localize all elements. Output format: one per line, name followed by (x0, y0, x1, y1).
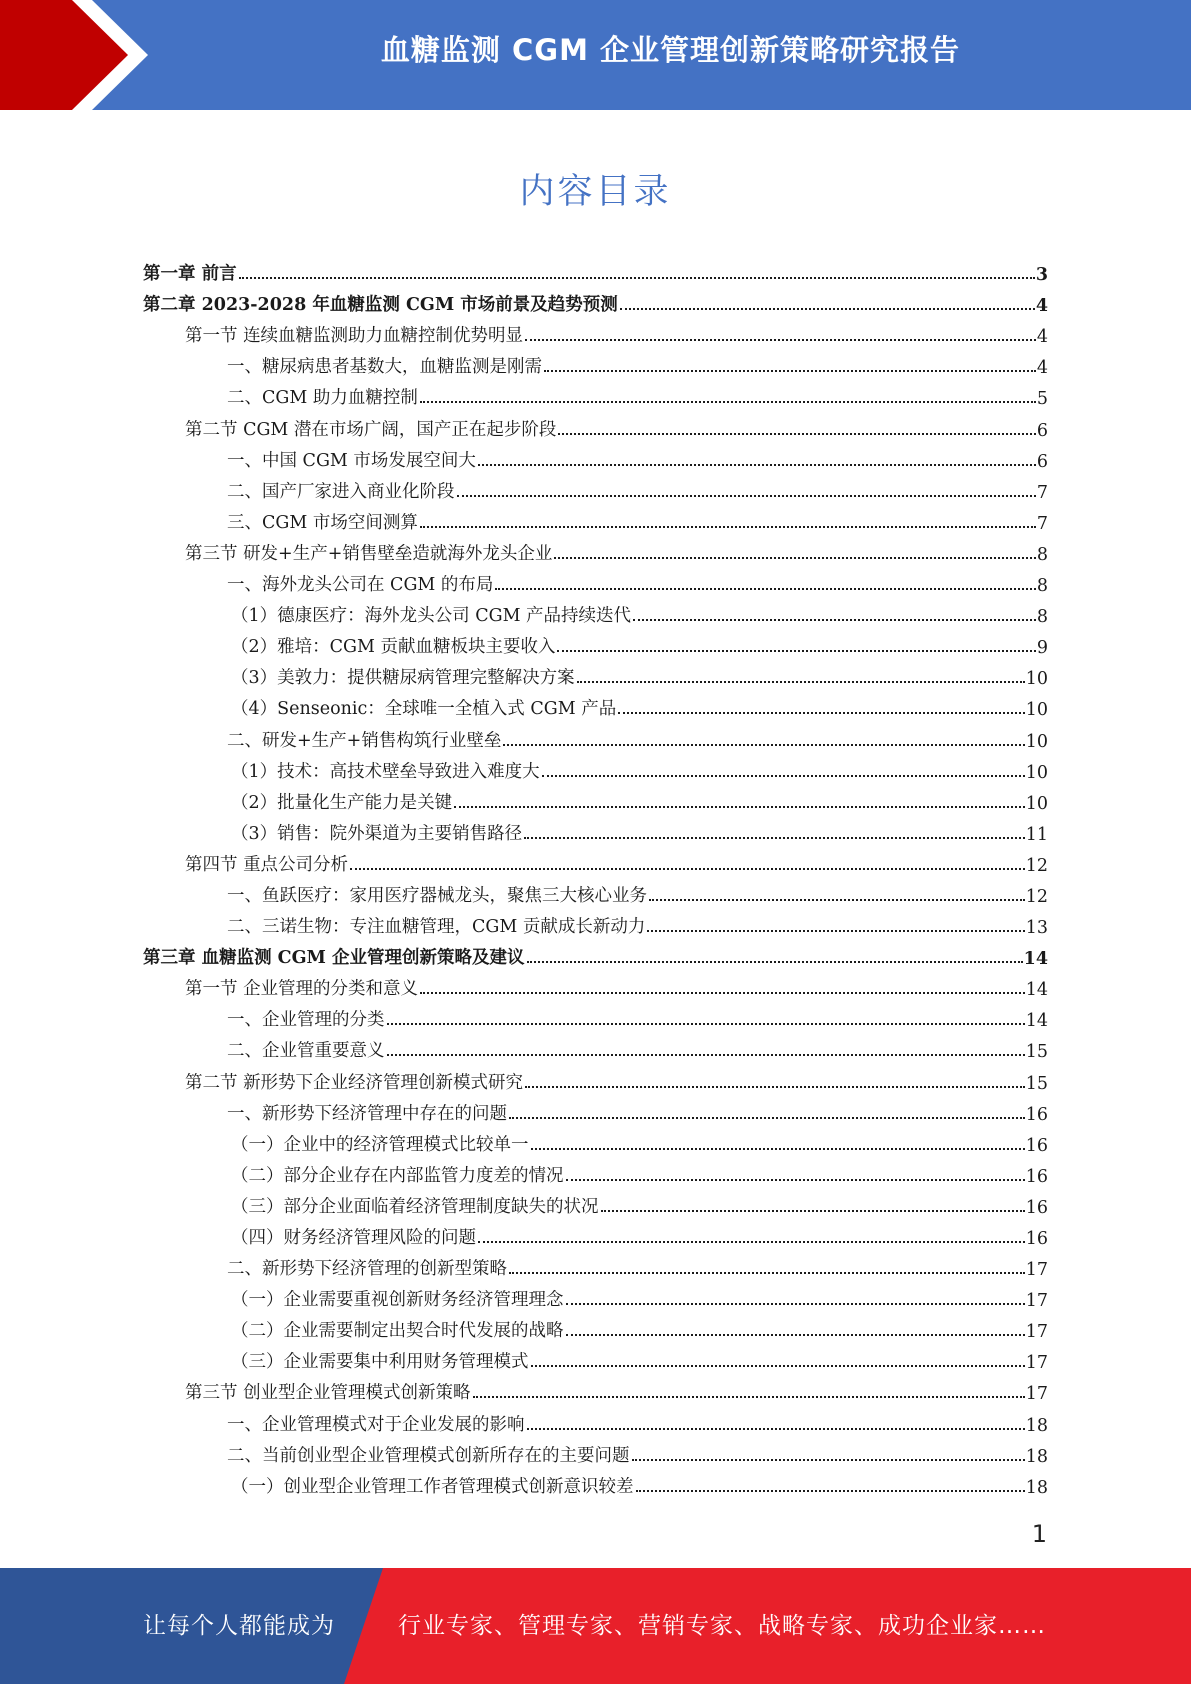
toc-dot-leader (531, 1148, 1025, 1150)
toc-entry[interactable] (143, 1156, 1048, 1187)
toc-entry-title: 第一节 连续血糖监测助力血糖控制优势明显 (185, 326, 524, 347)
toc-entry[interactable] (143, 752, 1048, 783)
toc-entry-title: （四）财务经济管理风险的问题 (231, 1228, 476, 1248)
toc-entry-page: 4 (1035, 296, 1048, 317)
toc-entry-title: 二、国产厂家进入商业化阶段 (227, 481, 455, 502)
toc-entry-title: 二、三诺生物：专注血糖管理，CGM 贡献成长新动力 (227, 917, 646, 938)
toc-entry-page: 4 (1036, 358, 1048, 379)
toc-entry-page: 11 (1025, 824, 1048, 845)
toc-dot-leader (620, 308, 1035, 310)
toc-entry-page: 3 (1035, 265, 1048, 286)
toc-entry[interactable] (143, 1467, 1048, 1498)
toc-entry-page: 15 (1025, 1042, 1048, 1063)
toc-entry[interactable] (143, 1031, 1048, 1062)
toc-entry[interactable] (143, 845, 1048, 876)
toc-entry-title: 一、企业管理的分类 (227, 1010, 385, 1031)
toc-entry-page: 8 (1036, 607, 1048, 628)
toc-entry-page: 8 (1036, 544, 1048, 565)
toc-entry-page: 14 (1025, 1011, 1048, 1032)
toc-entry-title: （一）企业中的经济管理模式比较单一 (231, 1134, 529, 1155)
toc-entry-page: 14 (1023, 949, 1048, 970)
toc-entry-title: 第一节 企业管理的分类和意义 (185, 979, 419, 1000)
toc-dot-leader (544, 370, 1036, 372)
report-title: 血糖监测 CGM 企业管理创新策略研究报告 (380, 33, 961, 67)
toc-entry-title: （一）企业需要重视创新财务经济管理理念 (231, 1290, 564, 1311)
toc-dot-leader (478, 1241, 1025, 1243)
toc-entry[interactable] (143, 503, 1048, 534)
toc-entry-page: 5 (1036, 389, 1048, 410)
toc-entry[interactable] (143, 378, 1048, 409)
toc-dot-leader (239, 277, 1035, 279)
toc-entry-page: 17 (1025, 1384, 1048, 1405)
red-chevron-shape (0, 0, 128, 110)
toc-dot-leader (503, 744, 1024, 746)
toc-dot-leader (457, 495, 1036, 497)
toc-entry[interactable] (143, 783, 1048, 814)
toc-entry-page: 6 (1036, 420, 1048, 441)
toc-dot-leader (387, 1054, 1025, 1056)
toc-entry[interactable] (143, 627, 1048, 658)
toc-entry[interactable] (143, 938, 1048, 969)
toc-entry-title: 一、海外龙头公司在 CGM 的布局 (227, 575, 494, 596)
toc-dot-leader (632, 1459, 1025, 1461)
toc-entry[interactable] (143, 596, 1048, 627)
toc-entry-title: （1）德康医疗：海外龙头公司 CGM 产品持续迭代 (231, 606, 632, 627)
toc-entry[interactable] (143, 1125, 1048, 1156)
toc-dot-leader (420, 992, 1025, 994)
toc-entry-title: （一）创业型企业管理工作者管理模式创新意识较差 (231, 1476, 634, 1497)
toc-dot-leader (577, 681, 1025, 683)
toc-entry[interactable] (143, 316, 1048, 347)
toc-entry-page: 8 (1036, 576, 1048, 597)
toc-entry[interactable] (143, 1342, 1048, 1373)
toc-entry-page: 13 (1025, 918, 1048, 939)
toc-dot-leader (531, 1365, 1025, 1367)
toc-entry-title: 一、糖尿病患者基数大，血糖监测是刚需 (227, 357, 542, 378)
header-arrow-decoration (0, 0, 160, 110)
toc-dot-leader (527, 1428, 1025, 1430)
toc-entry-page: 9 (1036, 638, 1048, 659)
toc-entry[interactable] (143, 1094, 1048, 1125)
toc-entry-title: 第三节 创业型企业管理模式创新策略 (185, 1383, 471, 1404)
toc-entry-title: 第二章 2023-2028 年血糖监测 CGM 市场前景及趋势预测 (143, 295, 618, 316)
toc-entry[interactable] (143, 814, 1048, 845)
footer-banner (0, 1568, 1191, 1684)
toc-entry-page: 16 (1025, 1166, 1048, 1187)
toc-entry-title: （3）销售：院外渠道为主要销售路径 (231, 823, 523, 844)
toc-dot-leader (566, 1179, 1025, 1181)
toc-entry-page: 16 (1025, 1229, 1048, 1249)
toc-dot-leader (387, 1023, 1025, 1025)
toc-dot-leader (558, 433, 1035, 435)
toc-entry[interactable] (143, 1218, 1048, 1249)
toc-dot-leader (454, 806, 1025, 808)
toc-entry[interactable] (143, 658, 1048, 689)
toc-entry-title: 二、研发+生产+销售构筑行业壁垒 (227, 730, 502, 751)
toc-entry[interactable] (143, 1404, 1048, 1435)
toc-entry-page: 7 (1036, 482, 1048, 503)
toc-entry-page: 4 (1036, 327, 1048, 348)
toc-dot-leader (636, 1490, 1025, 1492)
toc-entry-page: 16 (1025, 1197, 1048, 1218)
toc-dot-leader (525, 339, 1036, 341)
toc-dot-leader (557, 650, 1035, 652)
toc-entry-title: （2）批量化生产能力是关键 (231, 792, 453, 813)
toc-entry-title: 三、CGM 市场空间测算 (227, 512, 418, 533)
toc-entry-page: 18 (1025, 1477, 1048, 1498)
toc-dot-leader (509, 1117, 1025, 1119)
toc-entry[interactable] (143, 689, 1048, 720)
toc-entry-page: 15 (1025, 1073, 1048, 1094)
toc-dot-leader (420, 401, 1036, 403)
toc-entry-title: （3）美敦力：提供糖尿病管理完整解决方案 (231, 668, 575, 689)
toc-entry-page: 10 (1025, 731, 1048, 752)
toc-entry[interactable] (143, 347, 1048, 378)
toc-dot-leader (473, 1396, 1025, 1398)
toc-dot-leader (601, 1210, 1025, 1212)
toc-entry[interactable] (143, 720, 1048, 751)
toc-entry[interactable] (143, 1280, 1048, 1311)
toc-entry-page: 12 (1025, 886, 1048, 907)
toc-entry-page: 10 (1025, 669, 1048, 690)
toc-entry[interactable] (143, 907, 1048, 938)
toc-entry[interactable] (143, 409, 1048, 440)
toc-dot-leader (420, 526, 1036, 528)
toc-dot-leader (566, 1303, 1025, 1305)
toc-dot-leader (524, 837, 1025, 839)
toc-entry-title: 第二节 CGM 潜在市场广阔，国产正在起步阶段 (185, 419, 557, 440)
toc-dot-leader (647, 930, 1024, 932)
toc-entry-title: 第四节 重点公司分析 (185, 854, 349, 875)
toc-dot-leader (618, 712, 1025, 714)
toc-entry[interactable] (143, 534, 1048, 565)
toc-entry-page: 16 (1025, 1135, 1048, 1156)
toc-entry[interactable] (143, 1187, 1048, 1218)
toc-entry[interactable] (143, 1373, 1048, 1404)
toc-dot-leader (478, 464, 1036, 466)
toc-entry-title: 二、企业管重要意义 (227, 1041, 385, 1062)
toc-entry-title: 一、企业管理模式对于企业发展的影响 (227, 1414, 525, 1435)
toc-entry-title: 第一章 前言 (143, 264, 237, 285)
footer-slogan-left: 让每个人都能成为 (143, 1613, 335, 1639)
toc-dot-leader (554, 557, 1035, 559)
toc-entry[interactable] (143, 441, 1048, 472)
toc-entry[interactable] (143, 285, 1048, 316)
toc-dot-leader (495, 588, 1035, 590)
toc-heading: 内容目录 (519, 172, 672, 212)
toc-dot-leader (566, 1334, 1025, 1336)
toc-entry-title: （三）企业需要集中利用财务管理模式 (231, 1352, 529, 1373)
toc-entry-page: 6 (1036, 451, 1048, 472)
toc-entry-title: 一、中国 CGM 市场发展空间大 (227, 450, 476, 471)
toc-entry-page: 16 (1025, 1104, 1048, 1125)
toc-entry-page: 14 (1025, 980, 1048, 1001)
report-header (0, 0, 1191, 110)
toc-entry-page: 17 (1025, 1291, 1048, 1312)
toc-entry[interactable] (143, 254, 1048, 285)
toc-dot-leader (542, 775, 1025, 777)
toc-dot-leader (350, 868, 1025, 870)
toc-entry-title: 二、当前创业型企业管理模式创新所存在的主要问题 (227, 1445, 630, 1466)
toc-entry[interactable] (143, 1249, 1048, 1280)
toc-entry-title: 一、新形势下经济管理中存在的问题 (227, 1103, 507, 1124)
toc-entry-page: 17 (1025, 1322, 1048, 1343)
toc-entry-title: （4）Senseonic：全球唯一全植入式 CGM 产品 (231, 699, 617, 720)
toc-entry-title: 二、新形势下经济管理的创新型策略 (227, 1259, 507, 1280)
toc-entry[interactable] (143, 472, 1048, 503)
footer-slogan-right: 行业专家、管理专家、营销专家、战略专家、成功企业家…… (398, 1613, 1046, 1639)
toc-entry-title: 第三节 研发+生产+销售壁垒造就海外龙头企业 (185, 543, 553, 564)
toc-entry[interactable] (143, 876, 1048, 907)
toc-entry-page: 10 (1025, 793, 1048, 814)
toc-entry[interactable] (143, 1000, 1048, 1031)
toc-entry-title: 第三章 血糖监测 CGM 企业管理创新策略及建议 (143, 948, 525, 969)
toc-entry-title: （三）部分企业面临着经济管理制度缺失的状况 (231, 1196, 599, 1217)
toc-dot-leader (509, 1272, 1025, 1274)
toc-dot-leader (527, 961, 1023, 963)
toc-entry[interactable] (143, 1436, 1048, 1467)
toc-entry-page: 12 (1025, 855, 1048, 876)
toc-entry-page: 10 (1025, 762, 1048, 783)
toc-entry[interactable] (143, 565, 1048, 596)
toc-entry-page: 17 (1025, 1353, 1048, 1374)
toc-entry-title: （二）企业需要制定出契合时代发展的战略 (231, 1321, 564, 1342)
toc-entry-page: 17 (1025, 1260, 1048, 1281)
toc-entry-title: 第二节 新形势下企业经济管理创新模式研究 (185, 1072, 524, 1093)
toc-entry-page: 7 (1036, 513, 1048, 534)
page-number: 1 (1031, 1520, 1047, 1548)
toc-entry-title: （二）部分企业存在内部监管力度差的情况 (231, 1165, 564, 1186)
toc-entry-title: （2）雅培：CGM 贡献血糖板块主要收入 (231, 637, 556, 658)
toc-entry[interactable] (143, 969, 1048, 1000)
toc-entry-page: 18 (1025, 1446, 1048, 1467)
toc-dot-leader (649, 899, 1025, 901)
toc-entry-title: 二、CGM 助力血糖控制 (227, 388, 418, 409)
toc-entry-page: 10 (1025, 700, 1048, 721)
toc-entry-page: 18 (1025, 1415, 1048, 1436)
toc-entry-title: （1）技术：高技术壁垒导致进入难度大 (231, 761, 540, 782)
toc-entry[interactable] (143, 1311, 1048, 1342)
toc-dot-leader (633, 619, 1036, 621)
toc-entry-title: 一、鱼跃医疗：家用医疗器械龙头，聚焦三大核心业务 (227, 885, 647, 906)
table-of-contents (143, 254, 1048, 1498)
toc-entry[interactable] (143, 1062, 1048, 1093)
toc-dot-leader (525, 1086, 1025, 1088)
